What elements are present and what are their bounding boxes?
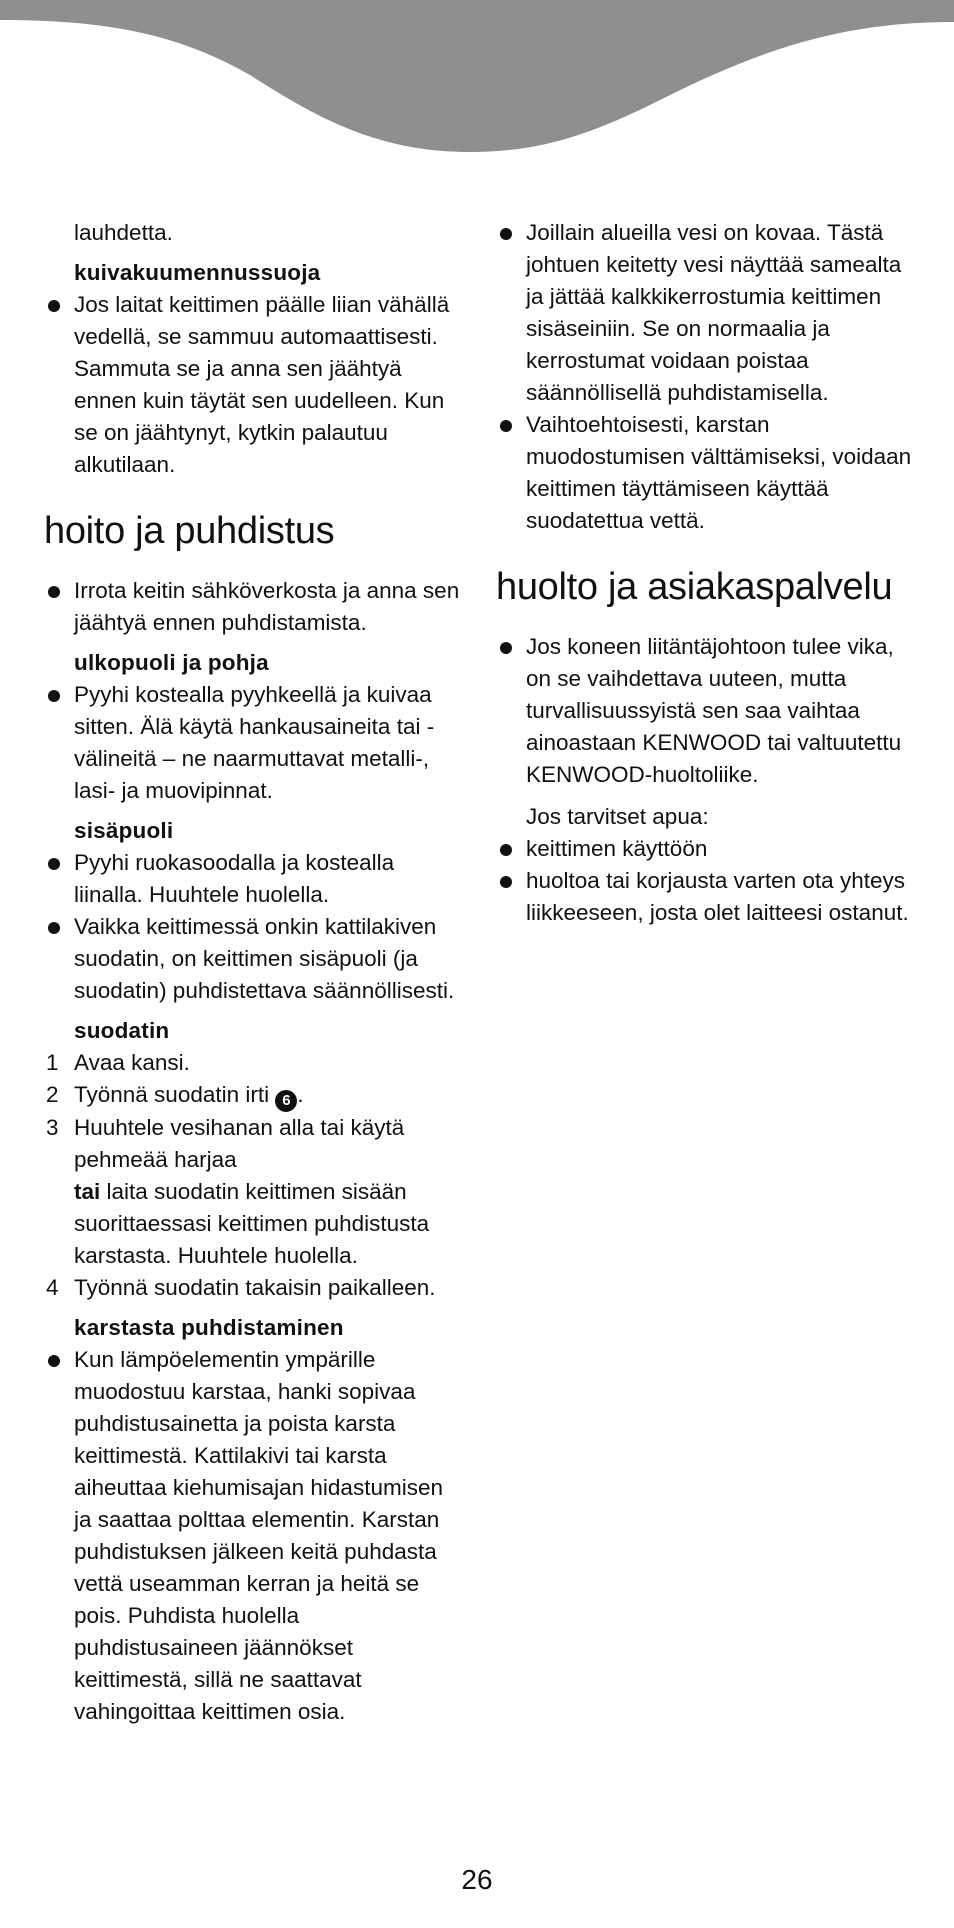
bullet-descaling: Kun lämpöelementin ympärille muodostuu karstaa, hanki sopivaa puhdistusainetta ja poista karsta keittimestä. Kattilakivi tai karsta aiheuttaa kiehumisajan hidastumisen ja saattaa polttaa elementin. Karstan puhdistuksen jälkeen keitä puhdasta vettä useamman kerran ja heitä se pois. Puhdista huolella puhdistusaineen jäännökset keittimestä, sillä ne saattavat vahingoittaa keittimen osia. [44,1344,464,1728]
step-text: Avaa kansi. [74,1050,190,1075]
step-text: Työnnä suodatin takaisin paikalleen. [74,1275,436,1300]
step-text: Huuhtele vesihanan alla tai käytä pehmeää harjaa [74,1115,405,1172]
subheading-dry-boil-protection: kuivakuumennussuoja [74,260,321,285]
step-number: 4 [46,1275,59,1300]
step-number: 2 [46,1082,59,1107]
step-text-continued: laita suodatin keittimen sisään suorittaessasi keittimen puhdistusta karstasta. Huuhtele huolella. [74,1179,430,1268]
page-number: 26 [461,1864,493,1895]
intro-continuation: lauhdetta. [74,220,173,245]
step-number: 3 [46,1115,59,1140]
subheading-inside: sisäpuoli [74,818,174,843]
bullet-outside: Pyyhi kostealla pyyhkeellä ja kuivaa sitten. Älä käytä hankausaineita tai -välineitä – ne naarmuttavat metalli-, lasi- ja muovipinnat. [44,679,464,807]
subheading-filter: suodatin [74,1018,170,1043]
filter-step-1 [44,1047,464,1079]
subheading-outside: ulkopuoli ja pohja [74,650,269,675]
header-wave-decoration [0,0,954,160]
right-column [496,217,916,929]
bullet-inside-2: Vaikka keittimessä onkin kattilakiven suodatin, on keittimen sisäpuoli (ja suodatin) puhdistettava säännöllisesti. [44,911,464,1007]
left-column [44,217,464,1728]
section-title-care: hoito ja puhdistus [44,510,335,552]
bullet-help-usage: keittimen käyttöön [496,833,916,865]
step-number: 1 [46,1050,59,1075]
step-text: Työnnä suodatin irti [74,1082,270,1107]
step-end: . [297,1082,304,1107]
bullet-dry-boil: Jos laitat keittimen päälle liian vähällä vedellä, se sammuu automaattisesti. Sammuta se ja anna sen jäähtyä ennen kuin täytät sen uudelleen. Kun se on jäähtynyt, kytkin palautuu alkutilaan. [44,289,464,481]
help-intro: Jos tarvitset apua: [526,804,709,829]
bullet-hard-water: Joillain alueilla vesi on kovaa. Tästä johtuen keitetty vesi näyttää samealta ja jättää kalkkikerrostumia keittimen sisäseiniin. Se on normaalia ja kerrostumat voidaan poistaa säännöllisellä puhdistamisella. [496,217,916,409]
bullet-unplug: Irrota keitin sähköverkosta ja anna sen jäähtyä ennen puhdistamista. [44,575,464,639]
bullet-inside-1: Pyyhi ruokasoodalla ja kostealla liinalla. Huuhtele huolella. [44,847,464,911]
or-keyword: tai [74,1179,101,1204]
filter-step-2 [44,1079,464,1112]
section-title-service: huolto ja asiakaspalvelu [496,566,893,608]
bullet-filtered-water: Vaihtoehtoisesti, karstan muodostumisen välttämiseksi, voidaan keittimen täyttämiseen käyttää suodatettua vettä. [496,409,916,537]
subheading-descaling: karstasta puhdistaminen [74,1315,344,1340]
filter-step-3 [44,1112,464,1272]
figure-reference-badge: 6 [275,1090,297,1112]
bullet-help-service: huoltoa tai korjausta varten ota yhteys liikkeeseen, josta olet laitteesi ostanut. [496,865,916,929]
bullet-cord-replacement: Jos koneen liitäntäjohtoon tulee vika, on se vaihdettava uuteen, mutta turvallisuussyistä sen saa vaihtaa ainoastaan KENWOOD tai valtuutettu KENWOOD-huoltoliike. [496,631,916,791]
filter-step-4 [44,1272,464,1304]
